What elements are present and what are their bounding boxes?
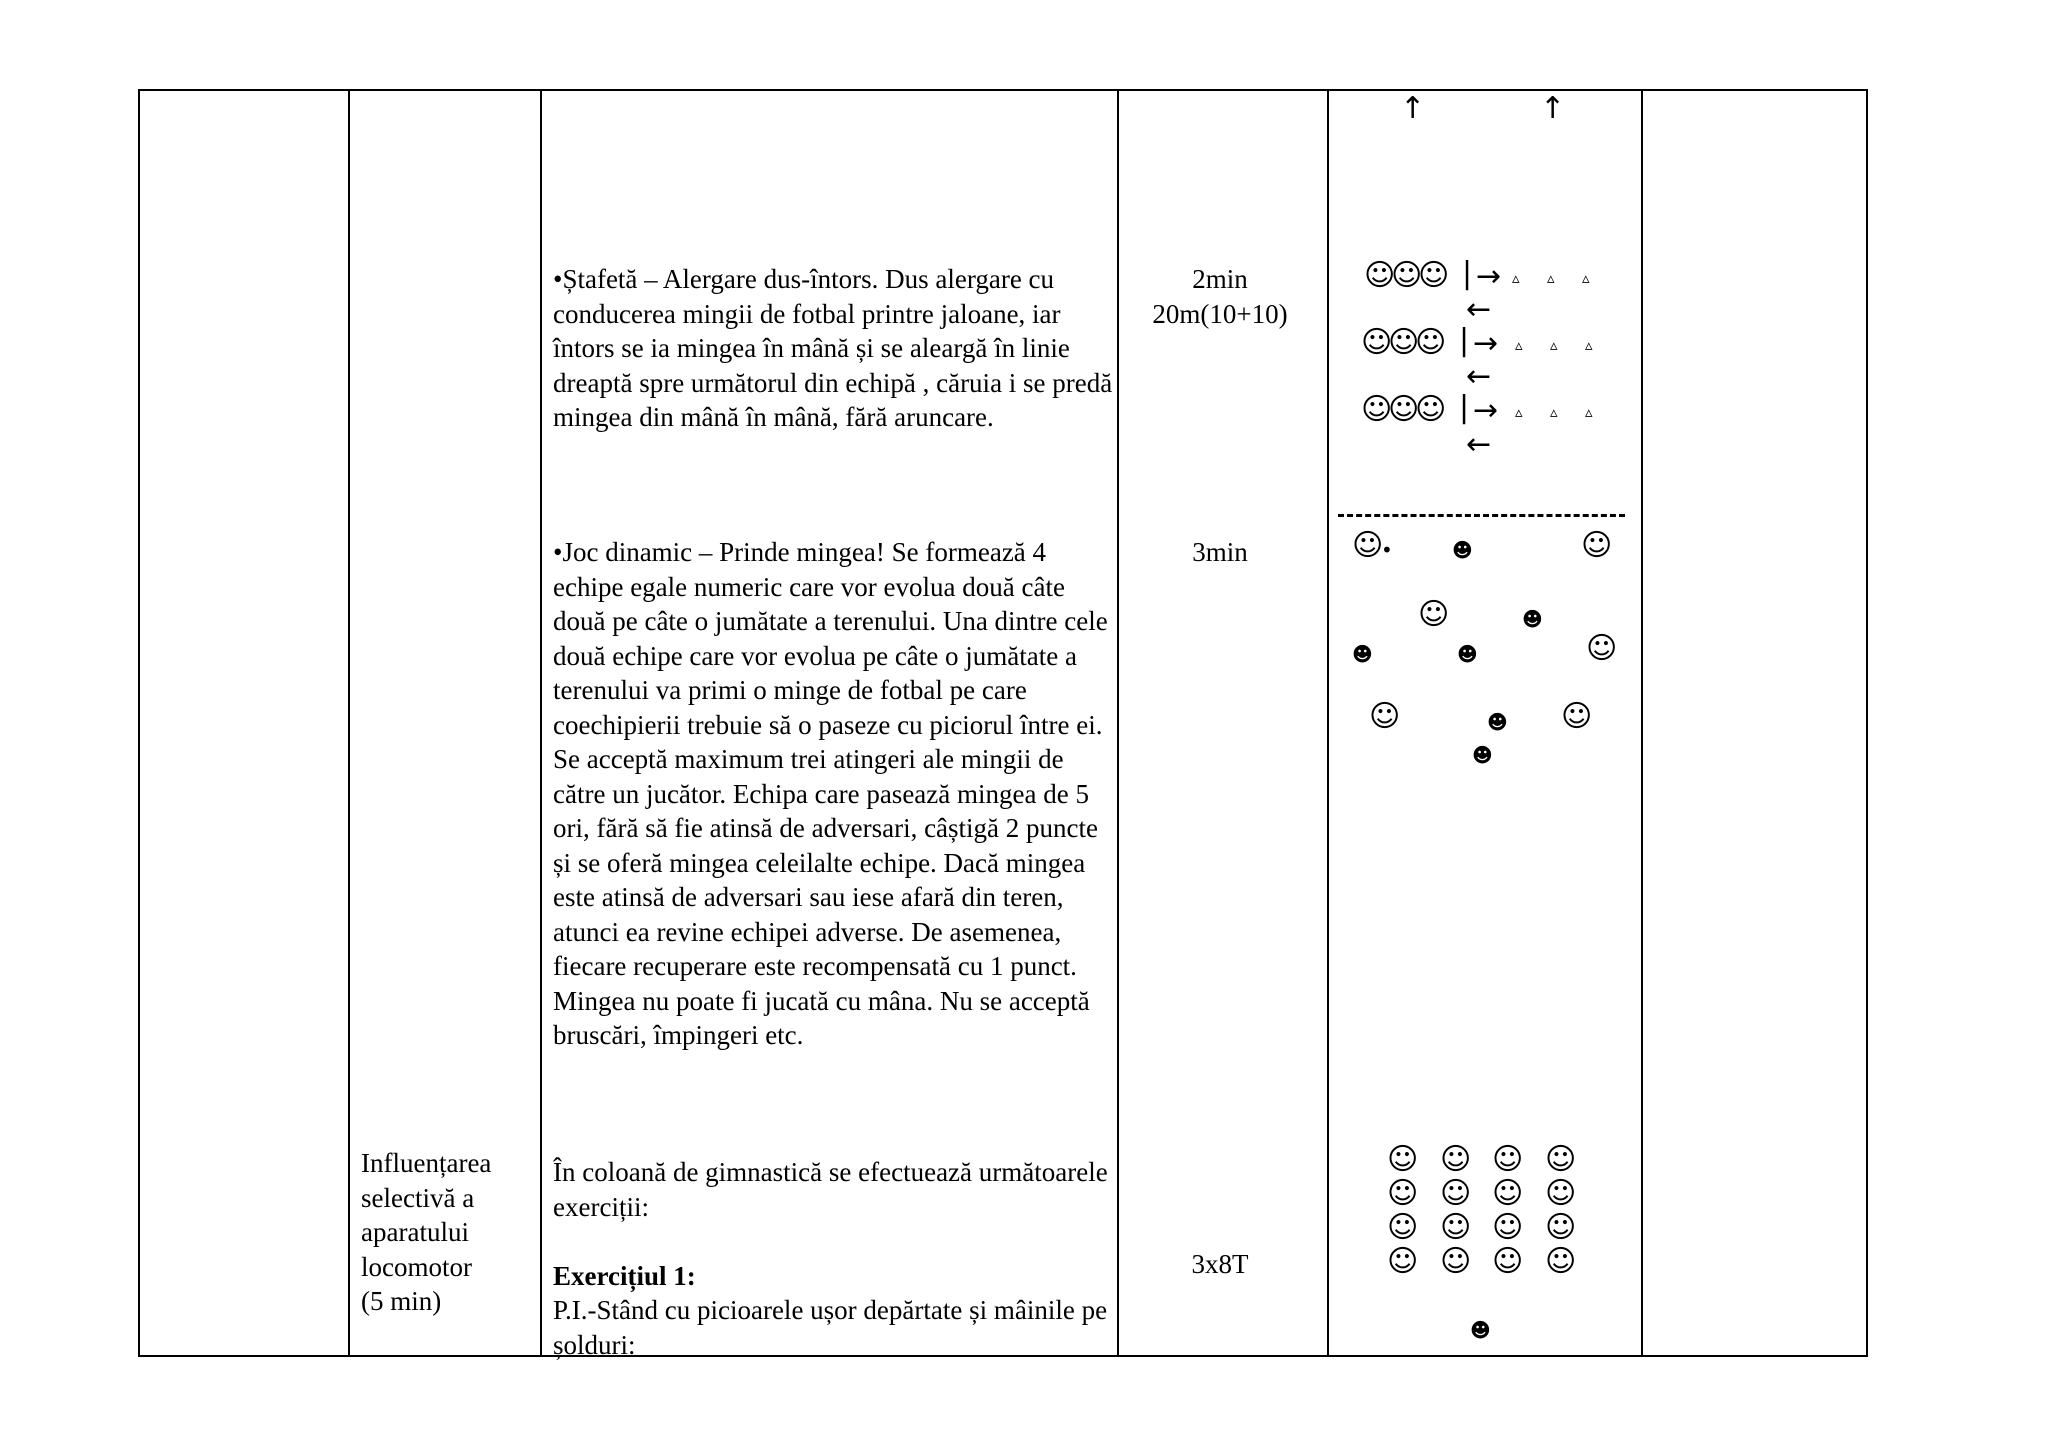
- right-arrow-icon: →: [1476, 259, 1502, 294]
- student-face-icon: ☺: [1492, 1176, 1524, 1211]
- ball-dot-icon: •: [1381, 538, 1393, 562]
- student-face-icon: ☺: [1388, 392, 1420, 427]
- student-face-icon: ☺: [1418, 258, 1450, 293]
- cone-icon: ▵: [1585, 336, 1593, 354]
- opponent-face-icon: ☻: [1352, 642, 1373, 666]
- cone-icon: ▵: [1582, 269, 1590, 287]
- teacher-face-icon: ☻: [1470, 1318, 1491, 1342]
- student-face-icon: ☺: [1440, 1244, 1472, 1279]
- player-face-icon: ☺: [1586, 631, 1618, 666]
- student-face-icon: ☺: [1440, 1210, 1472, 1245]
- player-face-icon: ☺: [1418, 597, 1450, 632]
- dashed-divider: [1338, 514, 1625, 517]
- exercitiu-title: Exercițiul 1:: [553, 1261, 696, 1291]
- player-face-icon: ☺: [1369, 699, 1401, 734]
- column-divider-1: [348, 91, 350, 1355]
- opponent-face-icon: ☻: [1522, 607, 1543, 631]
- student-face-icon: ☺: [1388, 325, 1420, 360]
- student-face-icon: ☺: [1492, 1142, 1524, 1177]
- joc-dinamic-text: •Joc dinamic – Prinde mingea! Se formează 4 echipe egale numeric care vor evolua două câte două pe câte o jumătate a terenului. Una dintre cele două echipe care vor evolua pe câte o jumătate a terenului va primi o minge de fotbal pe care coechipierii trebuie să o paseze cu piciorul între ei. Se acceptă maximum trei atingeri ale mingii de către un jucător. Echipa care pasează mingea de 5 ori, fără să fie atinsă de adversari, câștigă 2 puncte și se oferă mingea celeilalte echipe. Dacă mingea este atinsă de adversari sau iese afară din teren, atunci ea revine echipei adverse. De asemenea, fiecare recuperare este recompensată cu 1 punct. Mingea nu poate fi jucată cu mâna. Nu se acceptă bruscări, împingeri etc.: [553, 537, 1108, 1050]
- column-divider-5: [1641, 91, 1643, 1355]
- student-face-icon: ☺: [1364, 258, 1396, 293]
- student-face-icon: ☺: [1387, 1176, 1419, 1211]
- student-face-icon: ☺: [1440, 1142, 1472, 1177]
- time-exercitiu: 3x8T: [1191, 1249, 1249, 1279]
- student-face-icon: ☺: [1391, 258, 1423, 293]
- student-face-icon: ☺: [1387, 1244, 1419, 1279]
- start-line-icon: |: [1462, 256, 1473, 291]
- left-arrow-icon: ←: [1466, 427, 1492, 462]
- cone-icon: ▵: [1515, 336, 1523, 354]
- opponent-face-icon: ☻: [1452, 538, 1473, 562]
- opponent-face-icon: ☻: [1457, 642, 1478, 666]
- student-face-icon: ☺: [1387, 1142, 1419, 1177]
- time-joc: 3min: [1192, 537, 1248, 567]
- player-face-icon: ☺: [1561, 699, 1593, 734]
- student-face-icon: ☺: [1492, 1244, 1524, 1279]
- student-face-icon: ☺: [1545, 1142, 1577, 1177]
- student-face-icon: ☺: [1361, 392, 1393, 427]
- stafeta-text: •Ștafetă – Alergare dus-întors. Dus alergare cu conducerea mingii de fotbal printre jaloane, iar întors se ia mingea în mână și se aleargă în linie dreaptă spre următorul din echipă , căruia i se predă mingea din mână în mână, fără aruncare.: [553, 264, 1113, 432]
- student-face-icon: ☺: [1361, 325, 1393, 360]
- right-arrow-icon: →: [1473, 393, 1499, 428]
- student-face-icon: ☺: [1492, 1210, 1524, 1245]
- left-arrow-icon: ←: [1466, 292, 1492, 327]
- cone-icon: ▵: [1515, 403, 1523, 421]
- student-face-icon: ☺: [1415, 392, 1447, 427]
- player-face-icon: ☺: [1352, 528, 1384, 563]
- up-arrow-icon: ↑: [1400, 91, 1426, 126]
- student-face-icon: ☺: [1545, 1176, 1577, 1211]
- cone-icon: ▵: [1550, 403, 1558, 421]
- student-face-icon: ☺: [1440, 1176, 1472, 1211]
- student-face-icon: ☺: [1415, 325, 1447, 360]
- cone-icon: ▵: [1512, 269, 1520, 287]
- time-stafeta: 2min 20m(10+10): [1152, 264, 1288, 329]
- cone-icon: ▵: [1547, 269, 1555, 287]
- opponent-face-icon: ☻: [1472, 743, 1493, 767]
- opponent-face-icon: ☻: [1487, 710, 1508, 734]
- student-face-icon: ☺: [1387, 1210, 1419, 1245]
- student-face-icon: ☺: [1545, 1244, 1577, 1279]
- player-face-icon: ☺: [1581, 528, 1613, 563]
- cone-icon: ▵: [1585, 403, 1593, 421]
- up-arrow-icon: ↑: [1540, 91, 1566, 126]
- start-line-icon: |: [1459, 323, 1470, 358]
- start-line-icon: |: [1459, 390, 1470, 425]
- exercitiu-pi-text: P.I.-Stând cu picioarele ușor depărtate și mâinile pe șolduri:: [553, 1295, 1108, 1360]
- right-arrow-icon: →: [1473, 326, 1499, 361]
- influence-label: Influențarea selectivă a aparatului locomotor (5 min): [361, 1148, 492, 1316]
- column-divider-4: [1327, 91, 1329, 1355]
- coloana-text: În coloană de gimnastică se efectuează următoarele exerciții:: [553, 1157, 1108, 1222]
- student-face-icon: ☺: [1545, 1210, 1577, 1245]
- cone-icon: ▵: [1550, 336, 1558, 354]
- left-arrow-icon: ←: [1466, 359, 1492, 394]
